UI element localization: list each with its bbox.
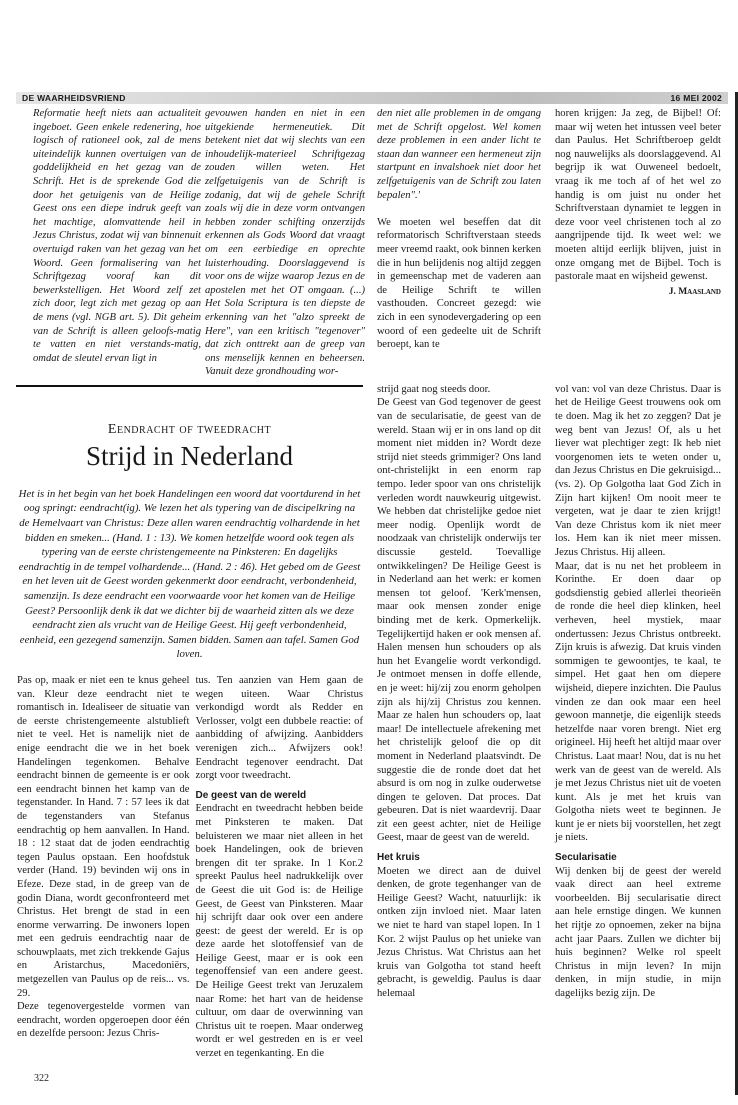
article: [0, 383, 738, 1085]
running-header: [16, 92, 728, 104]
paragraph: We moeten wel beseffen dat dit reformatorisch Schriftverstaan steeds meer vreemd raakt, ook binnen kerken die in hun belijdenis nog altijd zeggen in gemeenschap met de vaderen aan de Heilige Schrift te willen vasthouden. Concreet gezegd: wie zich in een synodevergadering op een woord of een gedeelte uit de Schrift beroept, kan te: [377, 216, 541, 351]
top-column-4-text: [555, 107, 721, 284]
paragraph: strijd gaat nog steeds door.: [377, 383, 491, 395]
top-column-1: [33, 107, 201, 365]
article-column-3: [377, 383, 541, 1001]
publication-name: DE WAARHEIDSVRIEND: [22, 93, 126, 103]
paragraph: Maar, dat is nu net het probleem in Korinthe. Er doen daar op godsdienstig gebied allerlei theorieën de ronde die heel diep klinken, heel verheven, heel mystiek, maar ondertussen: Jezus Christus ontbreekt. Zijn kruis is afwezig. Dat kruis vinden sommigen te gewoontjes, te kaal, te simpel. Het gaat hen om diepere wijsheid, diepere inzichten. Die Paulus vinden ze dan ook maar een heel gewoon mannetje, die eigenlijk steeds hetzelfde naar voren brengt. Niet erg origineel. Hij heeft het altijd maar over Christus. Laat maar! Nou, dat is nu het werk van de geest van de wereld. Als je met Jezus Christus niet uit de voeten kunt. Als je met het kruis van Golgotha niets weet te beginnen. Je kunt je er niets bij voorstellen, het zegt je niets.: [555, 560, 721, 844]
article-column-4: [555, 383, 721, 1001]
article-intro: Het is in het begin van het boek Handelingen een woord dat voortdurend in het oog springt: eendracht(ig). We lezen het als typering van de discipelkring na de Hemelvaart van Christus: Deze allen waren eendrachtig volhardende in het bidden en smeken... (Hand. 1 : 13). We komen hetzelfde woord ook tegen als typering van de eerste christengemeente na Pinksteren: En dagelijks eendrachtig in de tempel volhardende... (Hand. 2 : 46). Het gebed om de Geest en het leven uit de Geest worden gekenmerkt door eendracht, verbondenheid, samenzijn. Is deze eendracht een voorwaarde voor het komen van de Heilige Geest? Persoonlijk denk ik dat we dichter bij de waarheid zitten als we deze eendracht zien als vrucht van de Heilige Geest. Hij geeft verbondenheid, eenheid, een gezegend samenzijn. Samen bidden. Samen aan tafel. Samen God loven.: [18, 487, 361, 661]
paragraph: gevouwen handen en niet in een uitgekiende hermeneutiek. Dit betekent niet dat wij slechts van een inhoudelijk-materieel Schriftgezag zouden willen weten. Het zelfgetuigenis van de Schrift is zodanig, dat wij de gehele Schrift zoals wij die in deze vorm ontvangen hebben zonder schifting onzerzijds erkennen als Gods Woord dat vraagt om een eerbiedige en oprechte luisterhouding. Doorslaggevend is voor ons de wijze waarop Jezus en de apostelen met het OT omgaan. (...) Het Sola Scriptura is ten diepste de erkenning van het "alzo spreekt de Here", van een kritisch "tegenover" dat zich onttrekt aan de greep van ons menselijk kennen en beheersen. Vanuit deze grondhouding wor-: [205, 108, 365, 378]
top-column-3: [377, 107, 541, 352]
section-heading: Het kruis: [377, 852, 420, 864]
paragraph: Wij denken bij de geest der wereld vaak direct aan heel extreme voorbeelden. Bij secularisatie direct aan hele ernstige dingen. We kunnen het rijtje zo opnoemen, zeker na bijna acht jaar Paars. Zullen we dichter bij huis beginnen? Welke rol speelt Christus in mijn leven? In mijn denken, in mijn studie, in mijn dagelijks bezig zijn. De: [555, 865, 721, 999]
section-heading: Secularisatie: [555, 852, 617, 864]
article-left-half: [16, 383, 363, 1085]
top-column-4: [555, 107, 721, 299]
article-title: Strijd in Nederland: [86, 440, 293, 471]
article-right-half: [377, 383, 721, 1001]
paragraph: Eendracht en tweedracht hebben beide met Pinksteren te maken. Dat beluisteren we maar niet alleen in het boek Handelingen, ook de brieven brengen dit ter sprake. In 1 Kor.2 spreekt Paulus heel nadrukkelijk over de Geest die uit God is: de Heilige Geest, de Geest van Pinksteren. Maar hij schrijft daar ook over een andere geest: de geest der wereld. Er is op deze aarde het slotoffensief van de Heilige Geest, maar er is ook een tegenoffensief van een andere geest. De Heilige Geest trekt van Jeruzalem naar Rome: het hart van de heidense cultuur, om daar de overwinning van Christus uit te roepen. Maar onderweg wordt er wel gestreden en is er veel verzet en tegenkanting. En die: [195, 803, 363, 1060]
article-left-columns: [16, 674, 363, 1061]
paragraph: vol van: vol van deze Christus. Daar is het de Heilige Geest trouwens ook om te doen. Mag ik het zo zeggen? Dat je weg bent van Jezus! Of, als u het liever wat plechtiger zegt: Ik heb niet voorgenomen iets te weten onder u, dan Jezus Christus en Die gekruisigd... (vs. 2). Op Golgotha laat God Zich in Zijn hart kijken! Om nooit meer te vergeten, wat je daar te zien krijgt! Van deze Christus kom ik niet meer los. Hem kan ik niet meer missen. Jezus Christus. Hij alleen.: [555, 383, 721, 558]
author-signature: J. Maasland: [668, 286, 721, 297]
page-number: 322: [34, 1072, 49, 1084]
issue-date: 16 MEI 2002: [670, 93, 722, 103]
paragraph: horen krijgen: Ja zeg, de Bijbel! Of: maar wij weten het intussen veel beter dan Paulus. Het Schriftberoep geldt nog nauwelijks als doorslaggevend. Al begrijp ik wat Ouweneel bedoelt, vraag ik me toch af of het wel zo handig is om juist nu onder het Schriftverstaan dynamiet te leggen in deze voor veel christenen toch al zo aangrijpende tijd. Ik weet wel: we moeten altijd eerlijk blijven, juist in onze omgang met de Bijbel. Toch is pastorale maat en wijsheid gewenst.: [555, 108, 721, 283]
section-divider: [16, 385, 363, 387]
paragraph: Moeten we direct aan de duivel denken, de grote tegenhanger van de Heilige Geest? Wacht, natuurlijk: ik ontken zijn invloed niet. Maar laten we niet te hard van stapel lopen. In 1 Kor. 2 wijst Paulus op het unieke van Jezus Christus. Wat Christus aan het kruis van Golgotha tot stand heeft gebracht, is geweldig. Paulus is daar helemaal: [377, 865, 541, 999]
article-column-2: [196, 674, 364, 1061]
paragraph: De Geest van God tegenover de geest van de secularisatie, de geest van de wereld. Staan wij er in ons land op dit moment niet midden in? Wordt deze strijd niet steeds grimmiger? Ons land ont-christelijkt in een enorm rap tempo. Ieder spoor van ons christelijk verleden wordt nauwkeurig uitgewist. We hebben dat christelijke gedoe niet meer nodig. Openlijk wordt de noodzaak van christelijk onderwijs ter discussie gesteld. Toevallige ontwikkelingen? De Heilige Geest is in Nederland aan het werk: er komen mensen tot geloof. 'Kerk'mensen, maar ook mensen zonder enige binding met de kerk. Opmerkelijk. Tegelijkertijd haken er ook mensen af. Halen mensen hun schouders op als hun het Evangelie wordt verkondigd. Je ontmoet mensen in doffe ellende, en je weet: hij/zij zou enorm geholpen zijn als hij/zij Christus zou kennen. Maar ze halen hun schouders op, laat maar! De intellectuele afrekening met het christelijk geloof die op dit moment in Nederland plaatsvindt. De suggestie die de ronde doet dat het absurd is om nog in zulke ouderwetse dingen te geloven. Dat proces. Dat gebeuren. Dat is niet waardevrij. Daar zit een geest achter, niet de Heilige Geest, maar de geest van de wereld.: [377, 397, 541, 844]
paragraph: tus. Ten aanzien van Hem gaan de wegen uiteen. Waar Christus verkondigd wordt als Redder en Verlosser, volgt een dubbele reactie: of aanbidding of afwijzing. Aanbidders verenigen zich... Afwijzers ook! Eendracht tegenover eendracht. Dat zorgt voor tweedracht.: [195, 675, 363, 782]
section-heading: De geest van de wereld: [195, 789, 307, 801]
paragraph: Reformatie heeft niets aan actualiteit ingeboet. Geen enkele redenering, hoe logisch of rationeel ook, zal de mens uiteindelijk kunnen overtuigen van de goddelijkheid en het gezag van de Schrift. Het is de sprekende God die door het getuigenis van de Heilige Geest ons een diepe indruk geeft van het machtige, alomvattende heil in Jezus Christus, zodat wij van binnenuit overtuigd raken van het gezag van het Woord. Geen formalisering van het Schriftgezag vooraf kan dit bewerkstelligen. Het Woord zelf zet zich door, legt zich met gezag op aan de mens (vgl. NGB art. 5). Dit geheim van de Schrift is alleen geloofs-matig te vatten en niet verstands-matig, omdat de sleutel ervan ligt in: [33, 108, 201, 364]
paragraph: Deze tegenovergestelde vormen van eendracht, worden opgeroepen door één en dezelfde persoon: Jezus Chris-: [17, 1001, 190, 1040]
previous-article-end: [0, 107, 738, 379]
paragraph: Pas op, maak er niet een te knus geheel van. Kleur deze eendracht niet te romantisch in. Idealiseer de situatie van de eerste christengemeente alstublieft niet te veel. Het is namelijk niet de enige eendracht die we in het boek Handelingen tegenkomen. Behalve eendracht binnen de gemeente is er ook een eendracht binnen het kamp van de tegenstander. In Hand. 7 : 57 lees ik dat de tegenstanders van Stefanus eendrachtig op hem aanvallen. In Hand. 18 : 12 staat dat de joden eendrachtig tegen Paulus opstaan. Een hoofdstuk verder (Hand. 19) bevinden wij ons in Efeze. Deze stad, in de greep van de godin Diana, wordt geconfronteerd met Christus. Het brengt de stad in een enorme verwarring. De inwoners lopen met een gedruis eendrachtig naar de schouwplaats, met zich trekkende Gajus en Aristarchus, Macedoniërs, metgezellen van Paulus op de reis... vs. 29.: [17, 675, 190, 999]
top-column-2: [205, 107, 365, 379]
paragraph: den niet alle problemen in de omgang met de Schrift opgelost. Wel komen deze problemen in een ander licht te staan dan wanneer een hermeneut zijn startpunt en invalshoek niet door het zelfgetuigenis van de Schrift zou laten bepalen".': [377, 108, 541, 201]
article-column-1: [17, 674, 190, 1041]
article-kicker: Eendracht of tweedracht: [107, 421, 272, 437]
